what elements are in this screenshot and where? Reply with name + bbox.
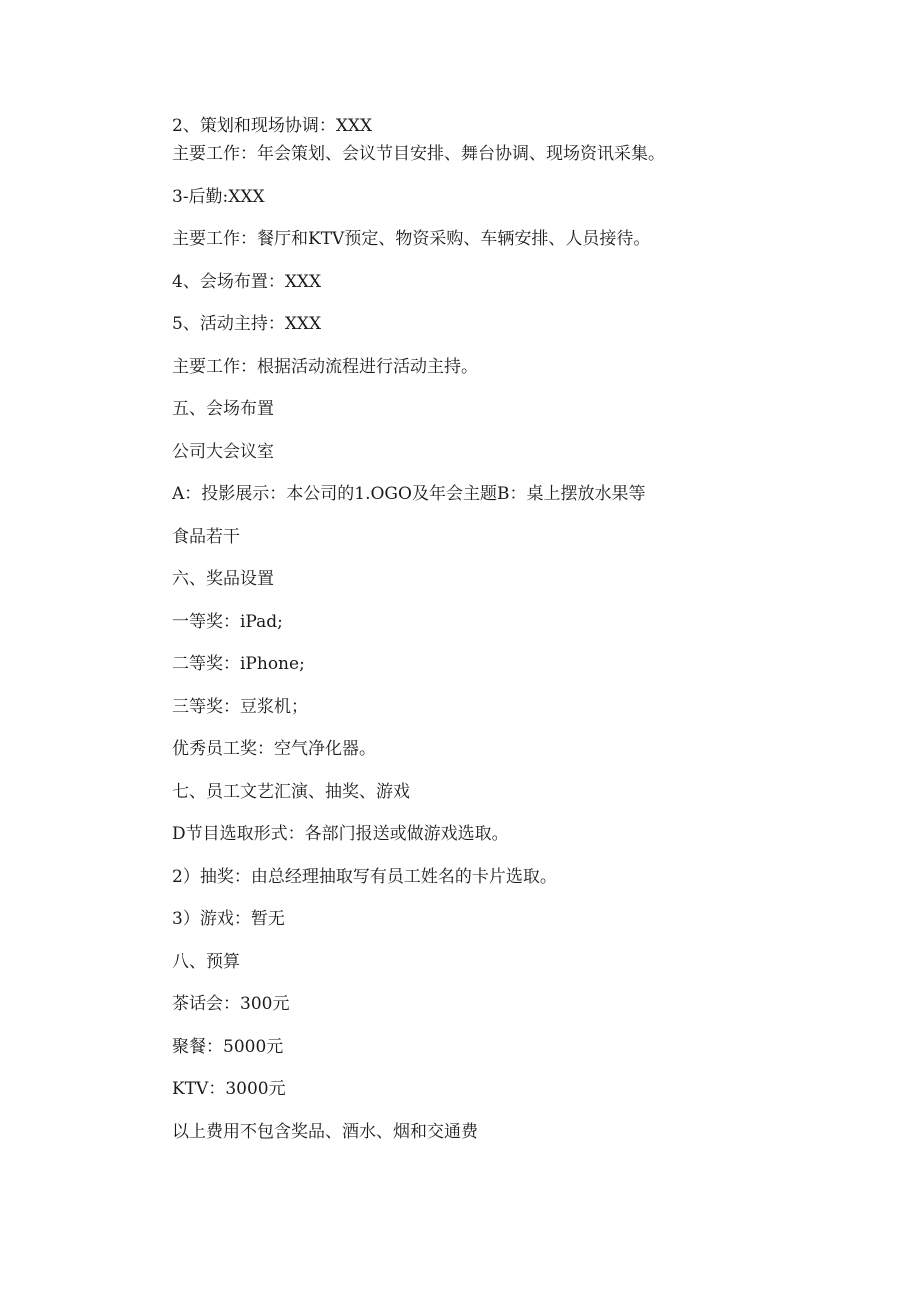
section-heading: 八、预算 bbox=[172, 951, 240, 972]
text-line: 3）游戏：暂无 bbox=[172, 909, 285, 929]
text-line: 公司大会议室 bbox=[172, 441, 274, 462]
text-line: 食品若干 bbox=[172, 526, 240, 547]
prize-item: 二等奖：iPhone; bbox=[172, 654, 305, 674]
text-line: 4、会场布置：XXX bbox=[172, 271, 322, 292]
section-heading: 七、员工文艺汇演、抽奖、游戏 bbox=[172, 781, 410, 802]
document-body bbox=[172, 112, 852, 1160]
text-line: 3-后勤:XXX bbox=[172, 186, 265, 207]
text-line: A：投影展示：本公司的1.OGO及年会主题B：桌上摆放水果等 bbox=[172, 484, 646, 504]
prize-item: 三等奖：豆浆机； bbox=[172, 696, 308, 717]
text-line: 5、活动主持：XXX bbox=[172, 314, 322, 334]
prize-item: 优秀员工奖：空气净化器。 bbox=[172, 739, 376, 759]
prize-item: 一等奖：iPad; bbox=[172, 611, 283, 632]
budget-item: 茶话会：300元 bbox=[172, 994, 290, 1014]
text-line: 2、策划和现场协调：XXX bbox=[172, 116, 373, 136]
text-line: 主要工作：餐厅和KTV预定、物资采购、车辆安排、人员接待。 bbox=[172, 229, 651, 249]
text-line: 以上费用不包含奖品、酒水、烟和交通费 bbox=[172, 1121, 478, 1142]
text-line: 2）抽奖：由总经理抽取写有员工姓名的卡片选取。 bbox=[172, 866, 557, 887]
section-heading: 六、奖品设置 bbox=[172, 569, 274, 589]
text-line: 主要工作：年会策划、会议节目安排、舞台协调、现场资讯采集。 bbox=[172, 144, 665, 164]
budget-item: KTV：3000元 bbox=[172, 1079, 286, 1099]
section-heading: 五、会场布置 bbox=[172, 399, 274, 419]
text-line: D节目选取形式：各部门报送或做游戏选取。 bbox=[172, 824, 509, 844]
text-line: 主要工作：根据活动流程进行活动主持。 bbox=[172, 356, 478, 377]
budget-item: 聚餐：5000元 bbox=[172, 1036, 284, 1057]
